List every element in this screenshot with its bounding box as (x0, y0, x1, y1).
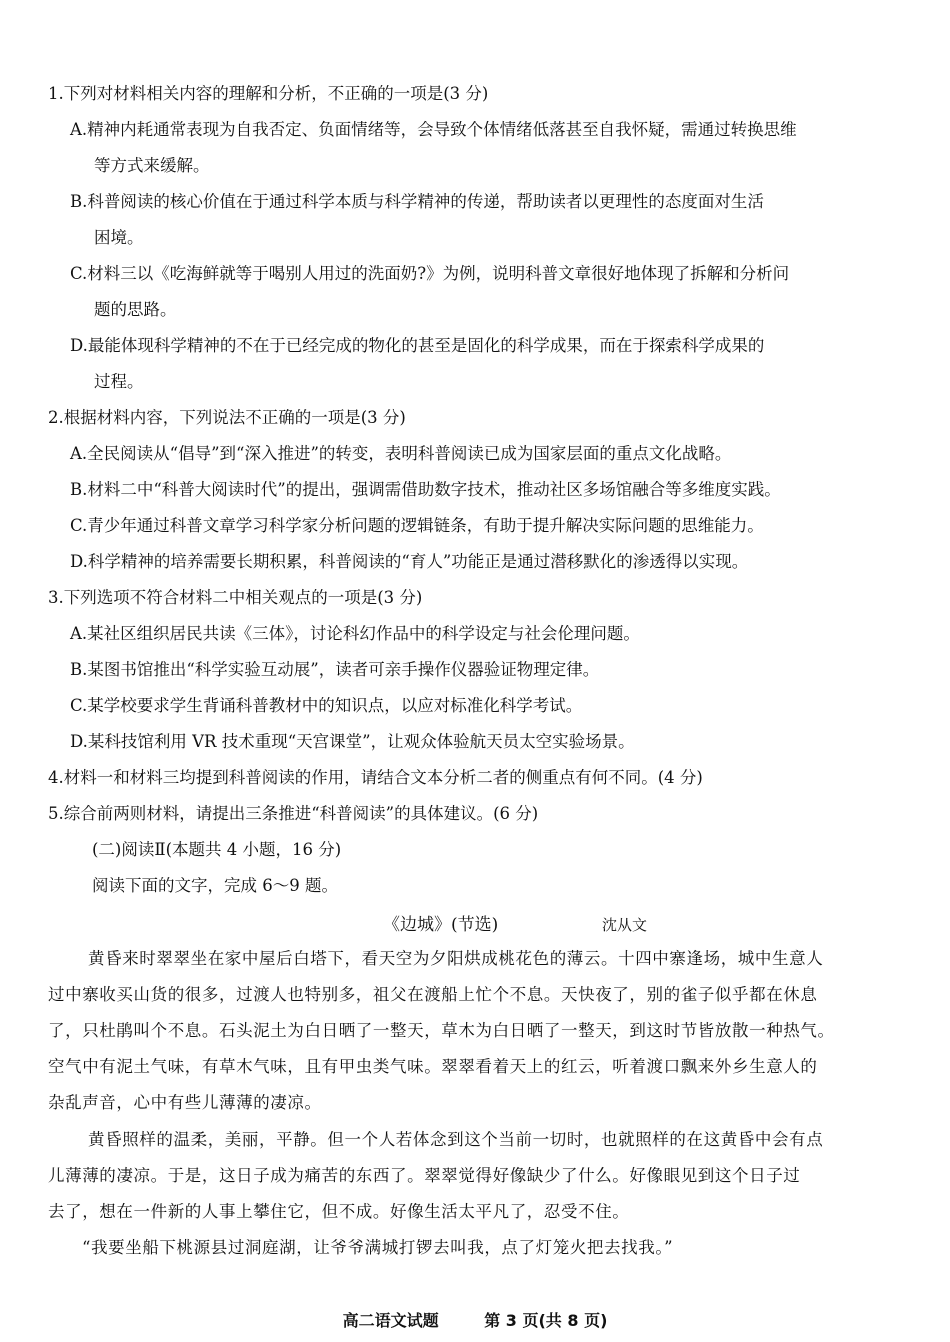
footer-subject: 高二语文试题 (342, 1311, 439, 1330)
section-heading: (二)阅读Ⅱ(本题共 4 小题，16 分) (92, 840, 342, 859)
passage-p1-line-4: 空气中有泥土气味，有草木气味，且有甲虫类气味。翠翠看着天上的红云，听着渡口飘来外乡生意人的 (48, 1057, 818, 1076)
passage-p1-line-3: 了，只杜鹃叫个不息。石头泥土为白日晒了一整天，草木为白日晒了一整天，到这时节皆放散一种热气。 (48, 1021, 835, 1040)
question-5-stem: 5.综合前两则材料，请提出三条推进“科普阅读”的具体建议。(6 分) (48, 804, 539, 823)
question-1-option-d-line-1: D.最能体现科学精神的不在于已经完成的物化的甚至是固化的科学成果，而在于探索科学成果的 (70, 336, 765, 355)
question-2-option-a: A.全民阅读从“倡导”到“深入推进”的转变，表明科普阅读已成为国家层面的重点文化战略。 (70, 444, 732, 463)
question-3-option-c: C.某学校要求学生背诵科普教材中的知识点，以应对标准化科学考试。 (70, 696, 583, 715)
passage-p1-line-5: 杂乱声音，心中有些儿薄薄的凄凉。 (48, 1093, 322, 1112)
passage-p2-line-3: 去了，想在一件新的人事上攀住它，但不成。好像生活太平凡了，忍受不住。 (48, 1202, 630, 1221)
question-2-option-c: C.青少年通过科普文章学习科学家分析问题的逻辑链条，有助于提升解决实际问题的思维能力。 (70, 516, 764, 535)
question-1-option-c-line-1: C.材料三以《吃海鲜就等于喝别人用过的洗面奶?》为例，说明科普文章很好地体现了拆解和分析问 (70, 264, 790, 283)
passage-p1-line-2: 过中寨收买山货的很多，过渡人也特别多，祖父在渡船上忙个不息。天快夜了，别的雀子似乎都在休息 (48, 985, 818, 1004)
question-4-stem: 4.材料一和材料三均提到科普阅读的作用，请结合文本分析二者的侧重点有何不同。(4 分) (48, 768, 703, 787)
passage-author: 沈从文 (602, 916, 648, 934)
passage-p2-line-2: 儿薄薄的凄凉。于是，这日子成为痛苦的东西了。翠翠觉得好像缺少了什么。好像眼见到这个日子过 (48, 1166, 801, 1185)
question-1-stem: 1.下列对材料相关内容的理解和分析，不正确的一项是(3 分) (48, 84, 489, 103)
section-instruction: 阅读下面的文字，完成 6～9 题。 (92, 876, 338, 895)
question-2-option-b: B.材料二中“科普大阅读时代”的提出，强调需借助数字技术，推动社区多场馆融合等多维度实践。 (70, 480, 781, 499)
question-1-option-a-line-1: A.精神内耗通常表现为自我否定、负面情绪等，会导致个体情绪低落甚至自我怀疑，需通过转换思维 (70, 120, 797, 139)
passage-p2-line-1: 黄昏照样的温柔，美丽，平静。但一个人若体念到这个当前一切时，也就照样的在这黄昏中会有点 (88, 1130, 824, 1149)
page-footer (0, 1310, 950, 1342)
question-3-stem: 3.下列选项不符合材料二中相关观点的一项是(3 分) (48, 588, 423, 607)
question-2-stem: 2.根据材料内容，下列说法不正确的一项是(3 分) (48, 408, 406, 427)
passage-p1-line-1: 黄昏来时翠翠坐在家中屋后白塔下，看天空为夕阳烘成桃花色的薄云。十四中寨逢场，城中生意人 (88, 949, 824, 968)
question-3-option-a: A.某社区组织居民共读《三体》，讨论科幻作品中的科学设定与社会伦理问题。 (70, 624, 640, 643)
passage-title: 《边城》(节选) (383, 915, 499, 935)
question-3-option-b: B.某图书馆推出“科学实验互动展”，读者可亲手操作仪器验证物理定律。 (70, 660, 600, 679)
question-1-option-a-line-2: 等方式来缓解。 (94, 156, 210, 175)
question-1-option-b-line-1: B.科普阅读的核心价值在于通过科学本质与科学精神的传递，帮助读者以更理性的态度面对生活 (70, 192, 764, 211)
question-1-option-b-line-2: 困境。 (94, 228, 144, 247)
question-1-option-d-line-2: 过程。 (94, 372, 144, 391)
passage-p3-line-1: “我要坐船下桃源县过洞庭湖，让爷爷满城打锣去叫我，点了灯笼火把去找我。” (82, 1238, 674, 1257)
question-1-option-c-line-2: 题的思路。 (94, 300, 177, 319)
question-3-option-d: D.某科技馆利用 VR 技术重现“天宫课堂”，让观众体验航天员太空实验场景。 (70, 732, 635, 751)
footer-page-number: 第 3 页(共 8 页) (484, 1311, 608, 1330)
question-2-option-d: D.科学精神的培养需要长期积累，科普阅读的“育人”功能正是通过潜移默化的渗透得以实现。 (70, 552, 749, 571)
